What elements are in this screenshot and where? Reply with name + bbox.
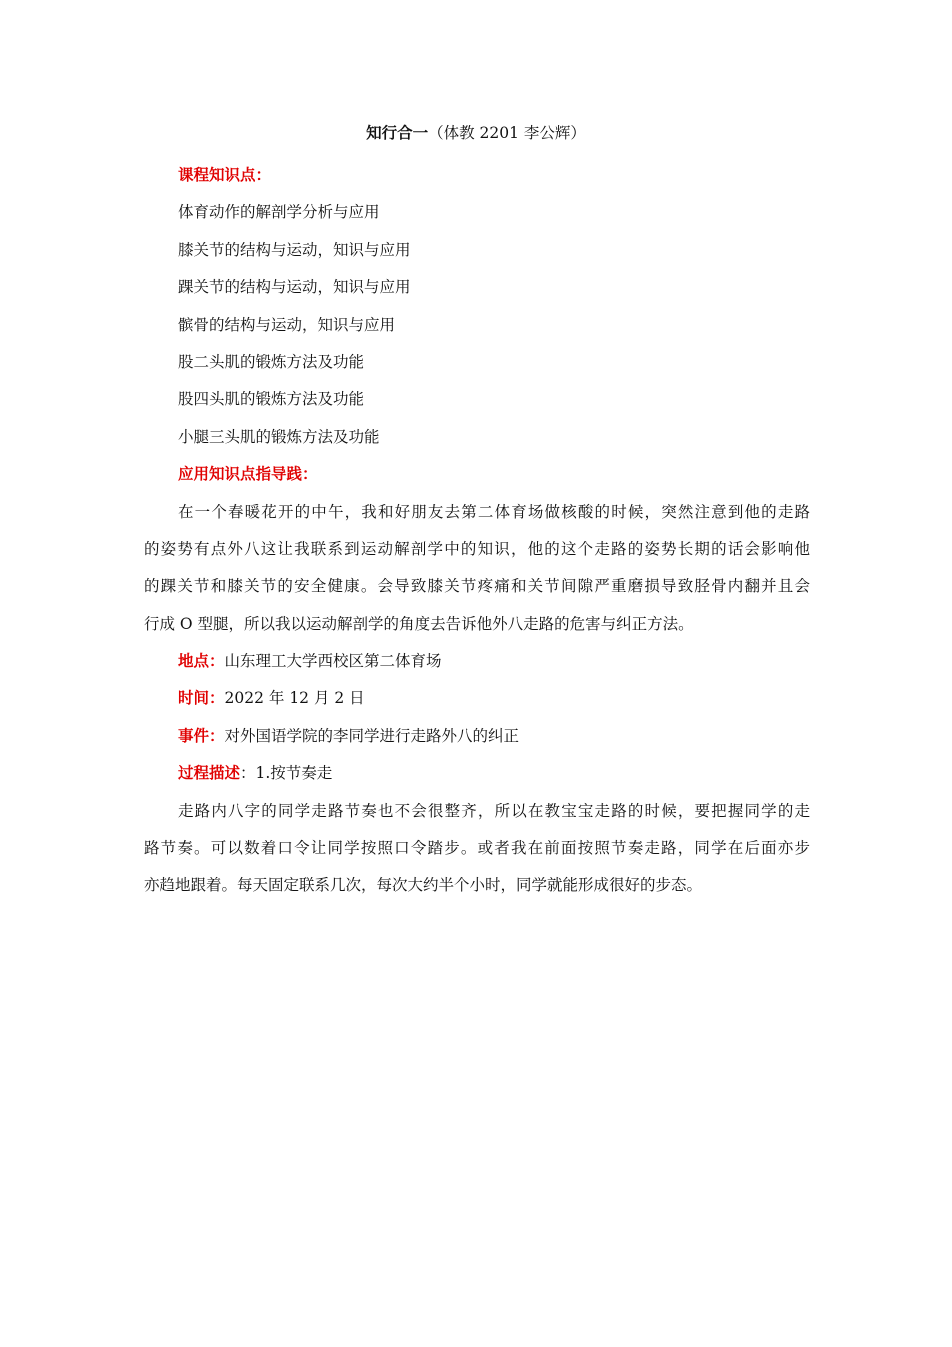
knowledge-item: 股四头肌的锻炼方法及功能 — [178, 390, 365, 409]
title-main: 知行合一 — [366, 124, 429, 142]
time-label: 时间： — [178, 689, 225, 708]
process-paragraph-line: 路节奏。可以数着口令让同学按照口令踏步。或者我在前面按照节奏走路，同学在后面亦步 — [144, 839, 810, 858]
knowledge-item: 膝关节的结构与运动，知识与应用 — [178, 240, 411, 259]
document-body — [144, 157, 810, 905]
process-paragraph-line: 亦趋地跟着。每天固定联系几次，每次大约半个小时，同学就能形成很好的步态。 — [144, 876, 703, 895]
knowledge-item: 股二头肌的锻炼方法及功能 — [178, 352, 365, 371]
application-heading: 应用知识点指导践： — [178, 465, 318, 484]
knowledge-item: 体育动作的解剖学分析与应用 — [178, 203, 380, 222]
time-line — [144, 680, 810, 717]
application-paragraph-line: 行成 O 型腿，所以我以运动解剖学的角度去告诉他外八走路的危害与纠正方法。 — [144, 614, 694, 633]
application-paragraph-line: 的姿势有点外八这让我联系到运动解剖学中的知识，他的这个走路的姿势长期的话会影响他 — [144, 539, 810, 558]
knowledge-item: 小腿三头肌的锻炼方法及功能 — [178, 427, 380, 446]
document-title — [0, 122, 952, 144]
knowledge-item: 踝关节的结构与运动，知识与应用 — [178, 278, 411, 297]
title-sub: （体教 2201 李公辉） — [428, 124, 586, 142]
knowledge-heading: 课程知识点： — [178, 166, 272, 184]
process-value: ：1.按节奏走 — [240, 764, 333, 783]
application-paragraph-line: 的踝关节和膝关节的安全健康。会导致膝关节疼痛和关节间隙严重磨损导致胫骨内翻并且会 — [144, 577, 810, 596]
event-line — [144, 718, 810, 755]
process-paragraph-line: 走路内八字的同学走路节奏也不会很整齐，所以在教宝宝走路的时候，要把握同学的走 — [178, 801, 810, 820]
event-value: 对外国语学院的李同学进行走路外八的纠正 — [224, 726, 520, 745]
process-line — [144, 755, 810, 792]
time-value: 2022 年 12 月 2 日 — [224, 689, 365, 708]
location-line — [144, 643, 810, 680]
location-label: 地点： — [178, 652, 225, 671]
knowledge-item: 髌骨的结构与运动，知识与应用 — [178, 315, 396, 334]
process-label: 过程描述 — [178, 764, 241, 783]
application-paragraph-line: 在一个春暖花开的中午，我和好朋友去第二体育场做核酸的时候，突然注意到他的走路 — [178, 502, 810, 521]
location-value: 山东理工大学西校区第二体育场 — [224, 652, 442, 671]
event-label: 事件： — [178, 726, 225, 745]
